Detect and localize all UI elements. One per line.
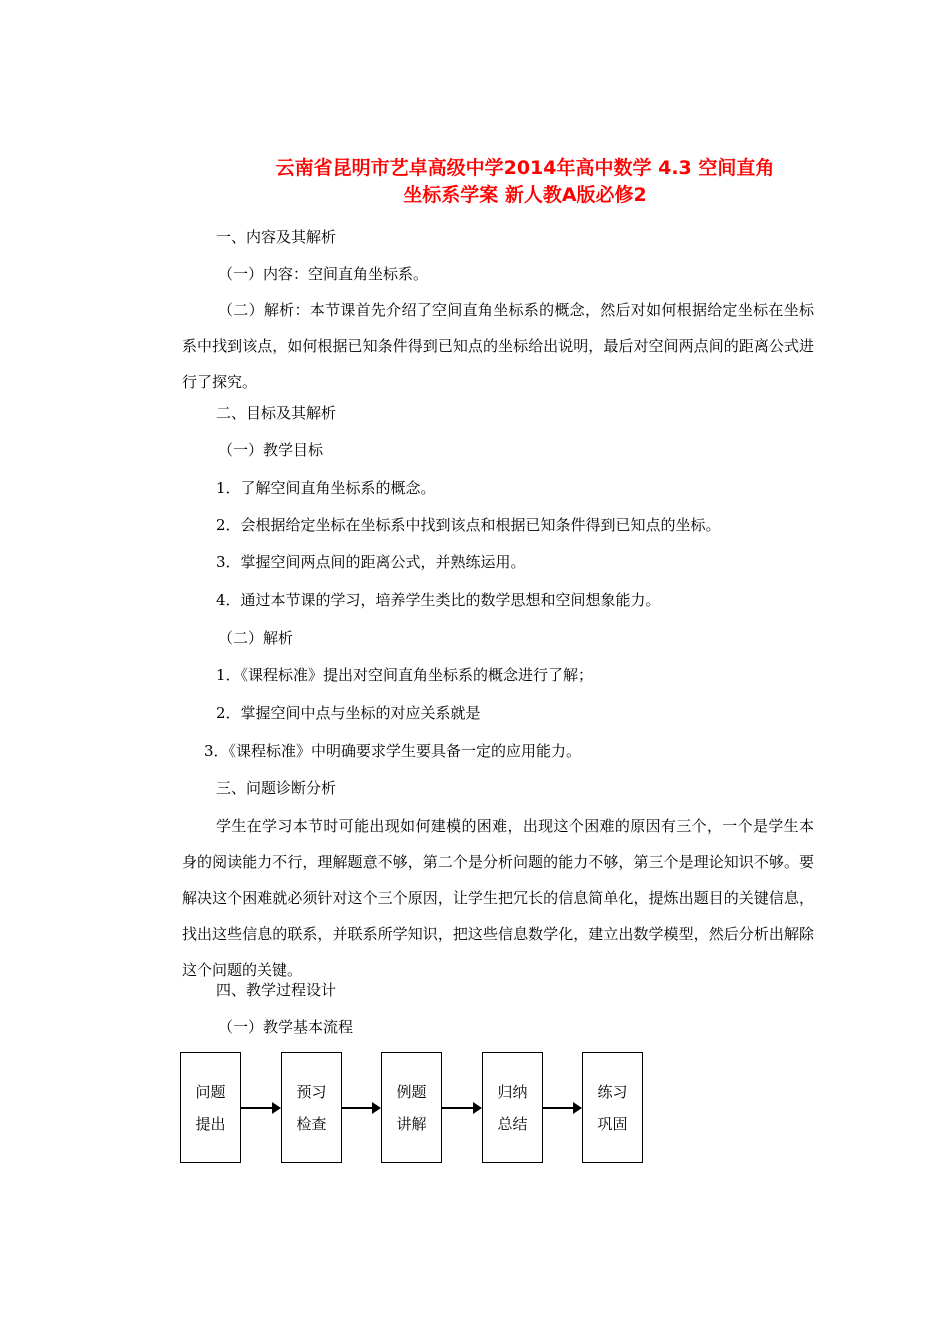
flow-step-line-1: 预习 (296, 1082, 327, 1101)
flow-step (281, 1052, 342, 1163)
section-3-body: 学生在学习本节时可能出现如何建模的困难，出现这个困难的原因有三个，一个是学生本身的阅读能力不行，理解题意不够，第二个是分析问题的能力不够，第三个是理论知识不够。要解决这个困难就必须针对这个三个原因，让学生把冗长的信息简单化，提炼出题目的关键信息，找出这些信息的联系，并联系所学知识，把这些信息数学化，建立出数学模型，然后分析出解除这个问题的关键。 (182, 817, 814, 979)
flow-arrow (543, 1107, 580, 1109)
goal-item: 2．会根据给定坐标在坐标系中找到该点和根据已知条件得到已知点的坐标。 (216, 516, 721, 534)
section-4-heading: 四、教学过程设计 (216, 981, 337, 999)
section-2-analysis-heading: （二）解析 (218, 629, 294, 647)
flow-arrow (241, 1107, 279, 1109)
section-1-content: （一）内容：空间直角坐标系。 (218, 265, 429, 283)
flow-arrow (442, 1107, 480, 1109)
flow-step-line-2: 巩固 (597, 1114, 628, 1133)
goal-item: 3．掌握空间两点间的距离公式，并熟练运用。 (216, 553, 526, 571)
section-1-heading: 一、内容及其解析 (216, 228, 337, 246)
flow-step (582, 1052, 643, 1163)
flow-step-line-2: 讲解 (396, 1114, 427, 1133)
section-2-heading: 二、目标及其解析 (216, 404, 337, 422)
analysis-item: 3．《课程标准》中明确要求学生要具备一定的应用能力。 (204, 742, 582, 760)
section-2-goals-heading: （一）教学目标 (218, 441, 324, 459)
flow-step (482, 1052, 543, 1163)
section-3-heading: 三、问题诊断分析 (216, 779, 337, 797)
flow-step (180, 1052, 241, 1163)
flow-arrow (342, 1107, 379, 1109)
teaching-flowchart (180, 1052, 650, 1167)
flow-step-line-2: 总结 (497, 1114, 528, 1133)
flow-step-line-1: 例题 (396, 1082, 427, 1101)
analysis-item: 2．掌握空间中点与坐标的对应关系就是 (216, 704, 481, 722)
goal-item: 4．通过本节课的学习，培养学生类比的数学思想和空间想象能力。 (216, 591, 661, 609)
flow-step (381, 1052, 442, 1163)
document-title-line-1: 云南省昆明市艺卓高级中学2014年高中数学 4.3 空间直角 (275, 157, 775, 179)
flow-step-line-2: 检查 (296, 1114, 327, 1133)
flow-step-line-1: 归纳 (497, 1082, 528, 1101)
flow-step-line-2: 提出 (195, 1114, 226, 1133)
section-4-flow-heading: （一）教学基本流程 (218, 1018, 354, 1036)
flow-step-line-1: 练习 (597, 1082, 628, 1101)
document-title-line-2: 坐标系学案 新人教A版必修2 (403, 184, 647, 206)
goal-item: 1．了解空间直角坐标系的概念。 (216, 479, 436, 497)
section-1-analysis: （二）解析：本节课首先介绍了空间直角坐标系的概念，然后对如何根据给定坐标在坐标系中找到该点，如何根据已知条件得到已知点的坐标给出说明，最后对空间两点间的距离公式进行了探究。 (182, 301, 814, 391)
analysis-item: 1．《课程标准》提出对空间直角坐标系的概念进行了解； (216, 666, 594, 684)
flow-step-line-1: 问题 (195, 1082, 226, 1101)
